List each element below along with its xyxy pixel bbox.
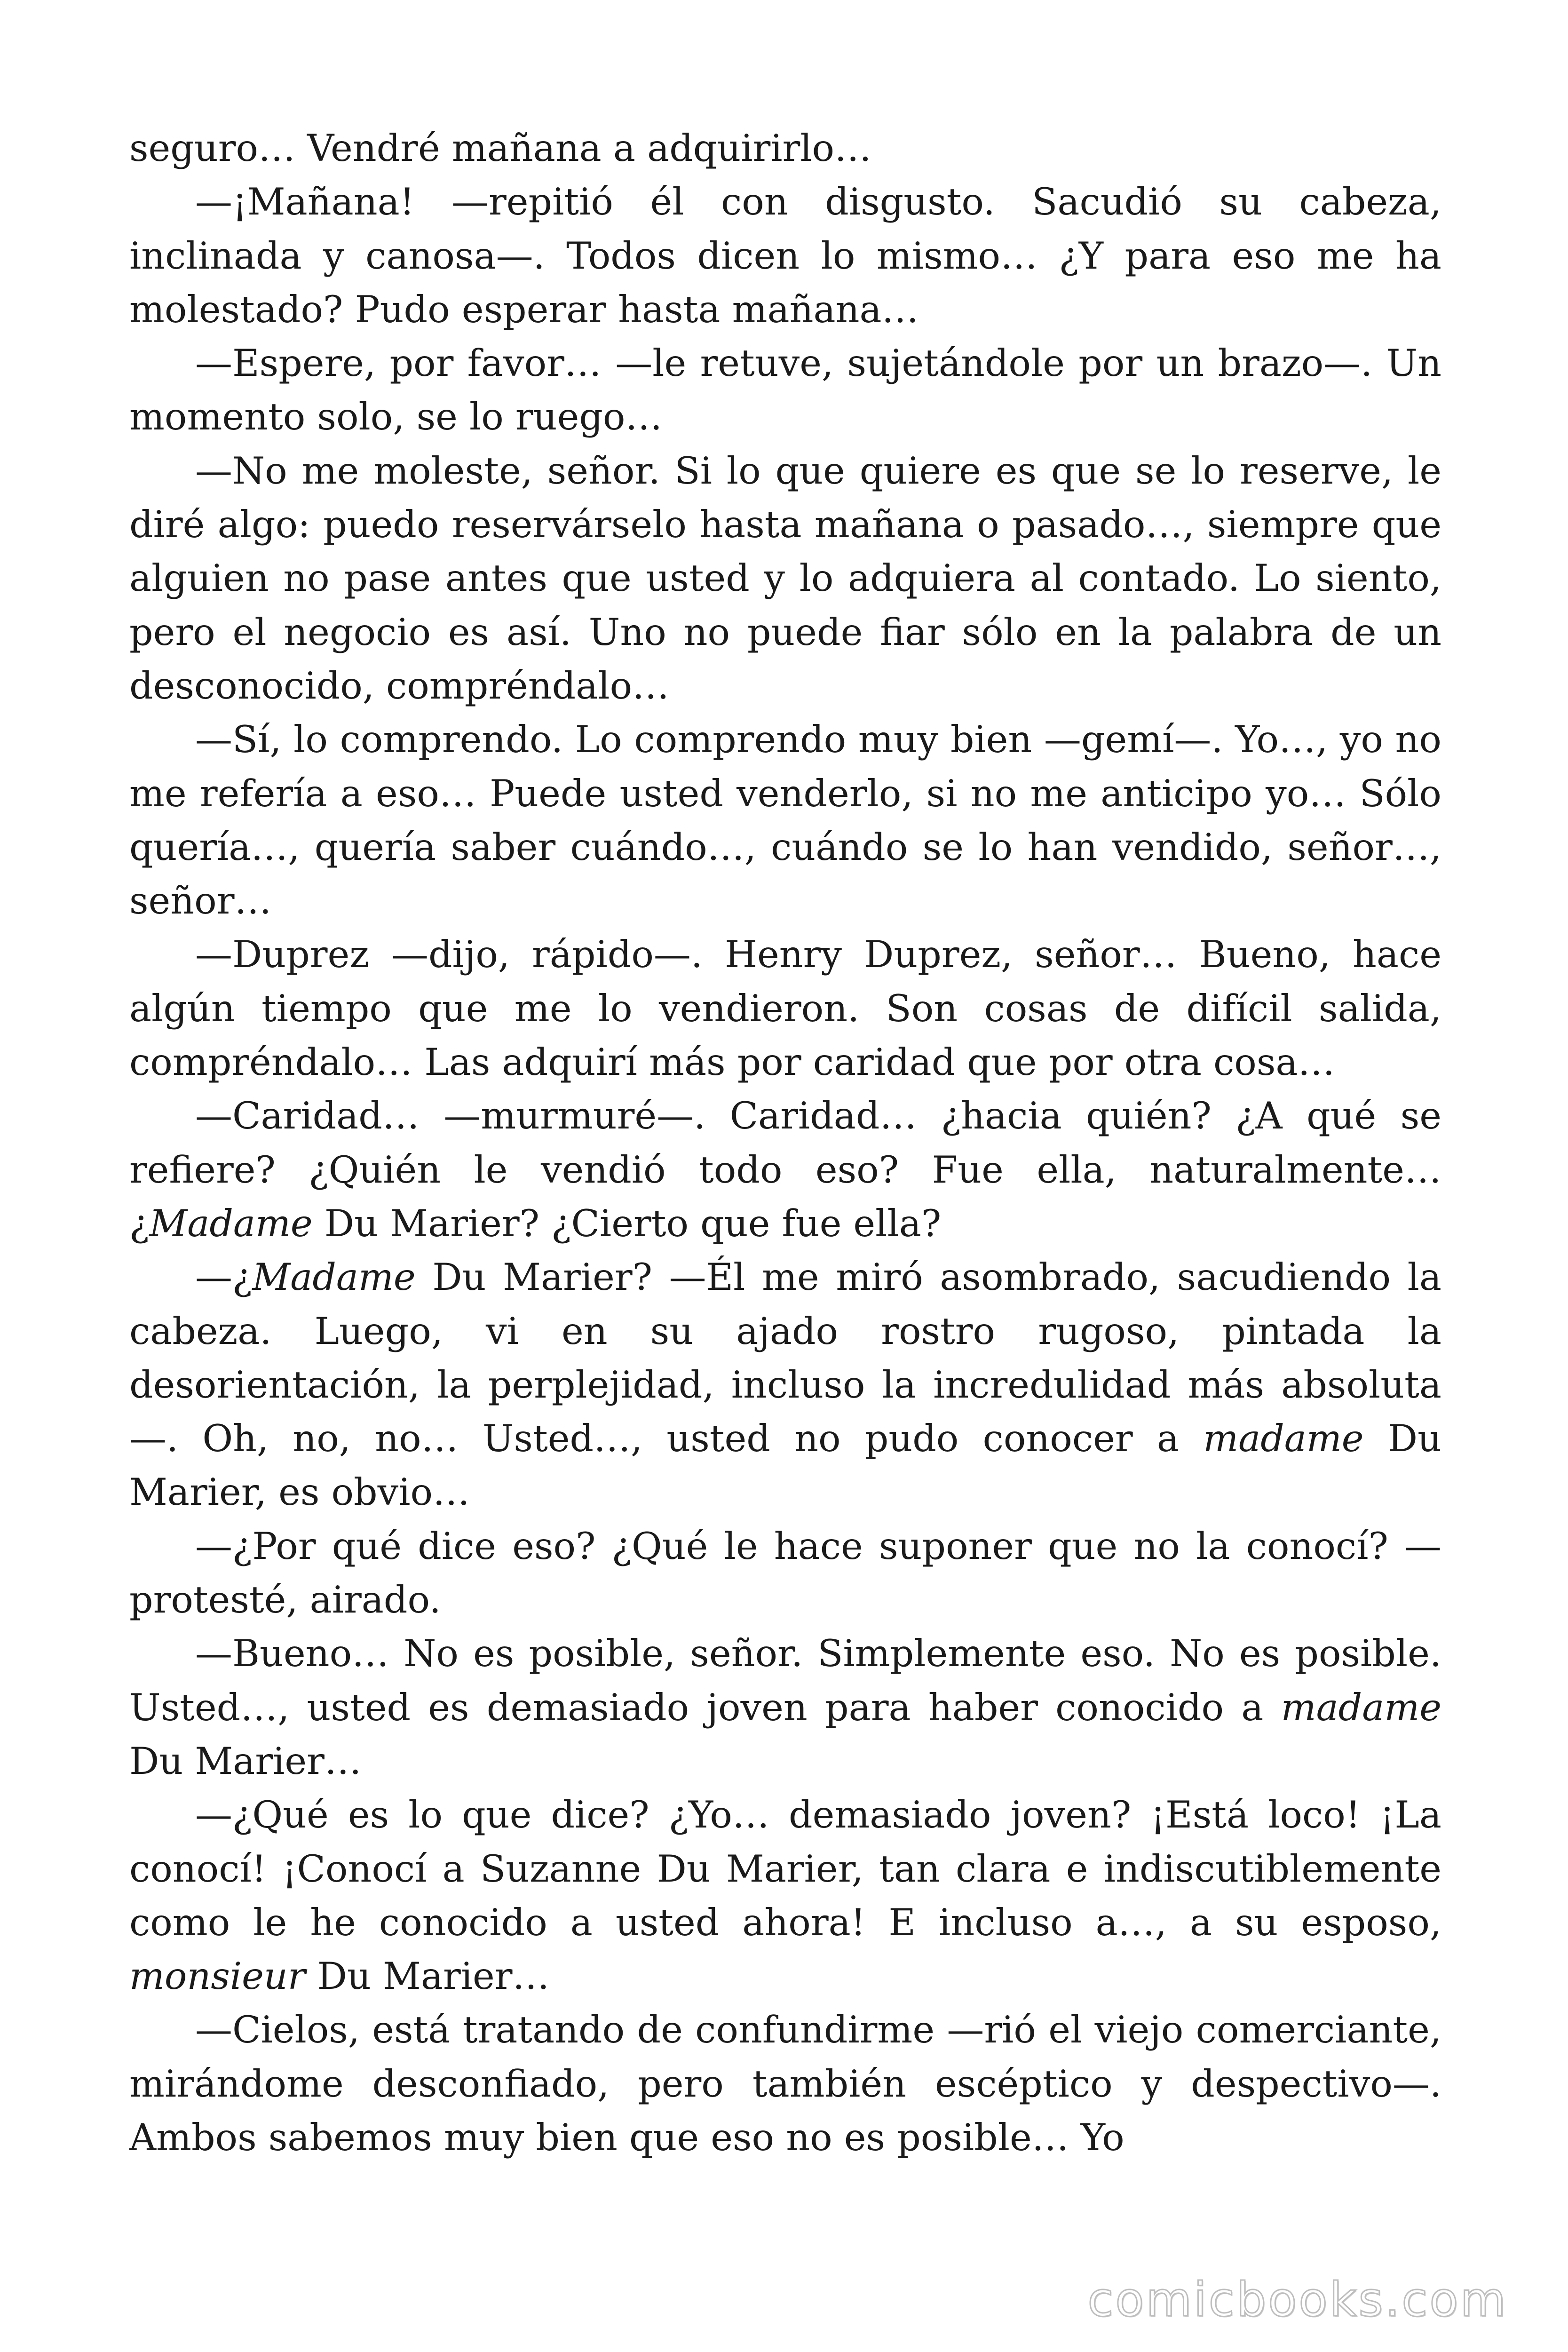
italic-text-run: madame <box>1281 1685 1441 1729</box>
watermark: comicbooks.com <box>1087 2272 1508 2327</box>
paragraph <box>129 2003 1441 2164</box>
text-run: seguro… Vendré mañana a adquirirlo… <box>129 127 872 170</box>
paragraph <box>129 444 1441 713</box>
italic-text-run: Madame <box>252 1255 416 1299</box>
italic-text-run: Madame <box>149 1201 313 1245</box>
text-run: —Cielos, está tratando de confundirme —rió el viejo comerciante, mirándome desconfiado, pero también escéptico y despectivo—. Ambos sabemos muy bien que eso no es posible… Yo <box>129 2008 1441 2159</box>
text-run: —Duprez —dijo, rápido—. Henry Duprez, señor… Bueno, hace algún tiempo que me lo vendieron. Son cosas de difícil salida, compréndalo… Las adquirí más por caridad que por otra cosa… <box>129 933 1441 1084</box>
text-run: —Sí, lo comprendo. Lo comprendo muy bien —gemí—. Yo…, yo no me refería a eso… Puede usted venderlo, si no me anticipo yo… Sólo quería…, quería saber cuándo…, cuándo se lo han vendido, señor…, señor… <box>129 718 1441 923</box>
text-run: —¿Por qué dice eso? ¿Qué le hace suponer que no la conocí? —protesté, airado. <box>129 1524 1441 1622</box>
text-run: Du Marier, es obvio… <box>129 1417 1441 1514</box>
text-run: Du Marier? ¿Cierto que fue ella? <box>312 1201 942 1245</box>
text-run: —¡Mañana! —repitió él con disgusto. Sacudió su cabeza, inclinada y canosa—. Todos dicen lo mismo… ¿Y para eso me ha molestado? Pudo esperar hasta mañana… <box>129 180 1441 331</box>
paragraph <box>129 1627 1441 1788</box>
italic-text-run: madame <box>1203 1417 1364 1461</box>
italic-text-run: monsieur <box>129 1955 306 1998</box>
paragraph <box>129 1250 1441 1519</box>
text-run: —Caridad… —murmuré—. Caridad… ¿hacia quién? ¿A qué se refiere? ¿Quién le vendió todo eso? Fue ella, naturalmente… ¿ <box>129 1094 1441 1245</box>
text-run: —Bueno… No es posible, señor. Simplemente eso. No es posible. Usted…, usted es demasiado joven para haber conocido a <box>129 1632 1441 1729</box>
text-run: Du Marier? —Él me miró asombrado, sacudiendo la cabeza. Luego, vi en su ajado rostro rugoso, pintada la desorientación, la perplejidad, incluso la incredulidad más absoluta —. Oh, no, no… Usted…, usted no pudo conocer a <box>129 1255 1441 1461</box>
paragraph <box>129 175 1441 336</box>
paragraph <box>129 1519 1441 1627</box>
text-run: Du Marier… <box>305 1955 550 1998</box>
text-run: —Espere, por favor… —le retuve, sujetándole por un brazo—. Un momento solo, se lo ruego… <box>129 342 1441 439</box>
paragraph <box>129 713 1441 928</box>
text-run: —¿ <box>195 1255 253 1299</box>
paragraph <box>129 336 1441 444</box>
paragraph <box>129 1089 1441 1250</box>
text-run: Du Marier… <box>129 1739 362 1783</box>
paragraph <box>129 121 1441 175</box>
text-run: —No me moleste, señor. Si lo que quiere es que se lo reserve, le diré algo: puedo reservárselo hasta mañana o pasado…, siempre que alguien no pase antes que usted y lo adquiera al contado. Lo siento, pero el negocio es así. Uno no puede fiar sólo en la palabra de un desconocido, compréndalo… <box>129 449 1441 707</box>
text-run: —¿Qué es lo que dice? ¿Yo… demasiado joven? ¡Está loco! ¡La conocí! ¡Conocí a Suzanne Du Marier, tan clara e indiscutiblemente como le he conocido a usted ahora! E incluso a…, a su esposo, <box>129 1793 1441 1944</box>
paragraph <box>129 928 1441 1089</box>
paragraph <box>129 1788 1441 2003</box>
page-body-text <box>129 121 1441 2164</box>
